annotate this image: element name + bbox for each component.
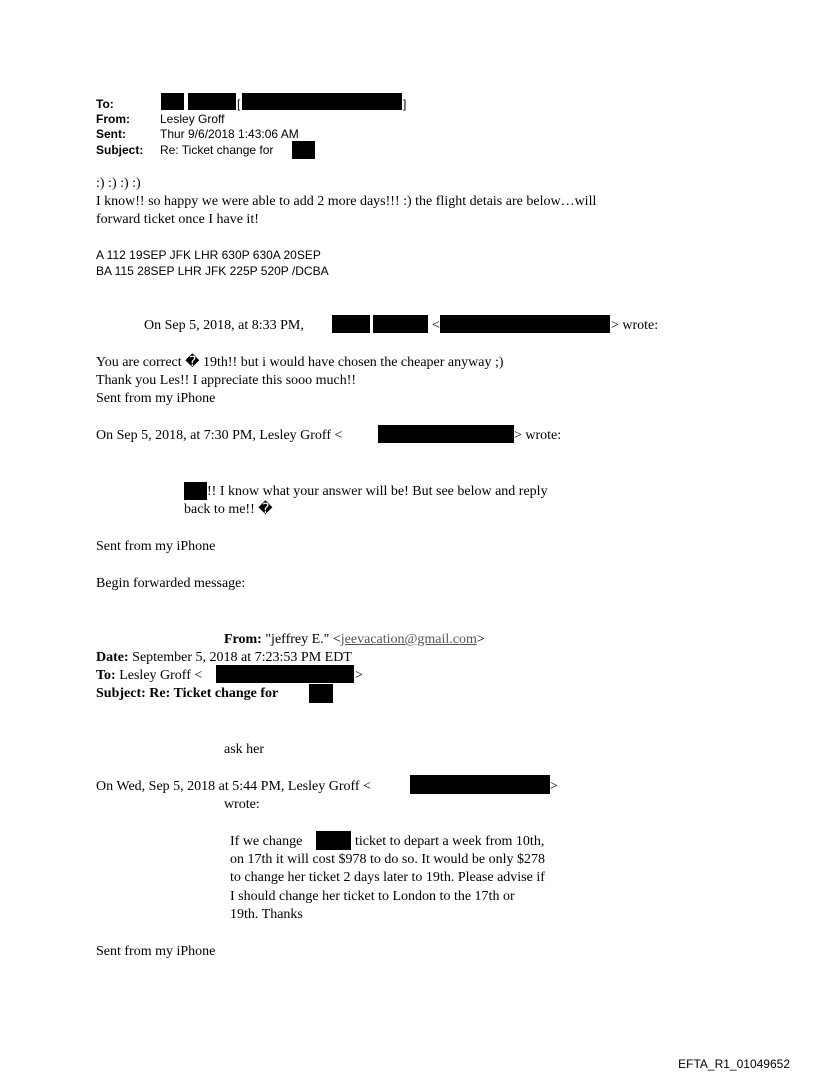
redaction-block bbox=[161, 93, 184, 110]
fwd-to-label: To: bbox=[96, 668, 116, 683]
fwd-to-row bbox=[96, 667, 202, 685]
redaction-block bbox=[378, 425, 514, 443]
fwd-from-name: "jeffrey E." < bbox=[265, 632, 341, 647]
quote-intro-lt: < bbox=[432, 318, 440, 333]
sent-from-iphone: Sent from my iPhone bbox=[96, 391, 216, 406]
redaction-block bbox=[440, 315, 610, 333]
sent-from-iphone: Sent from my iPhone bbox=[96, 539, 216, 554]
quote-line: If we change bbox=[230, 834, 303, 849]
sent-row bbox=[96, 127, 299, 142]
redaction-block bbox=[188, 93, 236, 110]
to-row bbox=[96, 97, 160, 112]
redaction-block bbox=[316, 831, 351, 850]
quote-line: !! I know what your answer will be! But see below and reply bbox=[207, 484, 548, 499]
to-label: To: bbox=[96, 97, 114, 111]
fwd-date-label: Date: bbox=[96, 650, 129, 665]
fwd-from-email-link[interactable]: jeevacation@gmail.com bbox=[340, 632, 477, 647]
from-label: From: bbox=[96, 112, 130, 126]
forwarded-intro: Begin forwarded message: bbox=[96, 576, 246, 591]
smileys-line: :) :) :) :) bbox=[96, 176, 141, 191]
quote-intro: On Sep 5, 2018, at 7:30 PM, Lesley Groff < bbox=[96, 428, 343, 443]
quote-line: You are correct � 19th!! but i would have chosen the cheaper anyway ;) bbox=[96, 355, 504, 370]
quote-line: 19th. Thanks bbox=[230, 907, 303, 922]
quote-line: back to me!! � bbox=[184, 502, 273, 517]
quote-intro-wrote: > wrote: bbox=[514, 428, 562, 443]
redaction-block bbox=[309, 684, 333, 703]
quote-line: Thank you Les!! I appreciate this sooo much!! bbox=[96, 373, 357, 388]
fwd-from-label: From: bbox=[224, 632, 262, 647]
quote-line: ticket to depart a week from 10th, bbox=[355, 834, 545, 849]
redaction-block bbox=[184, 482, 207, 500]
quote-wrote: wrote: bbox=[224, 797, 260, 812]
sent-from-iphone: Sent from my iPhone bbox=[96, 944, 216, 959]
redaction-block bbox=[410, 775, 550, 794]
quote-intro: On Wed, Sep 5, 2018 at 5:44 PM, Lesley Groff < bbox=[96, 779, 371, 794]
redaction-block bbox=[373, 315, 428, 333]
fwd-to-close: > bbox=[355, 668, 363, 683]
to-bracket-open: [ bbox=[237, 97, 241, 111]
fwd-from-close: > bbox=[476, 632, 485, 647]
redaction-block bbox=[242, 93, 402, 110]
fwd-date-value: September 5, 2018 at 7:23:53 PM EDT bbox=[132, 650, 352, 665]
flight-line: A 112 19SEP JFK LHR 630P 630A 20SEP bbox=[96, 248, 321, 262]
subject-value: Re: Ticket change for bbox=[160, 143, 274, 157]
from-row bbox=[96, 112, 224, 127]
fwd-subject: Subject: Re: Ticket change for bbox=[96, 686, 279, 701]
sent-label: Sent: bbox=[96, 127, 126, 141]
fwd-to-value: Lesley Groff < bbox=[119, 668, 203, 683]
document-id: EFTA_R1_01049652 bbox=[678, 1057, 790, 1071]
subject-label: Subject: bbox=[96, 143, 144, 157]
quote-line: on 17th it will cost $978 to do so. It would be only $278 bbox=[230, 852, 545, 867]
quote-line: to change her ticket 2 days later to 19th. Please advise if bbox=[230, 870, 545, 885]
reply-text: ask her bbox=[224, 742, 265, 757]
subject-row bbox=[96, 143, 273, 158]
redaction-block bbox=[292, 141, 315, 159]
fwd-from-row bbox=[224, 631, 485, 649]
quote-intro-wrote: > wrote: bbox=[611, 318, 659, 333]
body-line: forward ticket once I have it! bbox=[96, 212, 259, 227]
sent-value: Thur 9/6/2018 1:43:06 AM bbox=[160, 127, 299, 141]
quote-line: I should change her ticket to London to the 17th or bbox=[230, 889, 515, 904]
body-line: I know!! so happy we were able to add 2 more days!!! :) the flight detais are below…will bbox=[96, 194, 597, 209]
quote-intro: On Sep 5, 2018, at 8:33 PM, bbox=[144, 318, 304, 333]
redaction-block bbox=[216, 665, 354, 683]
to-bracket-close: ] bbox=[403, 97, 407, 111]
redaction-block bbox=[332, 315, 370, 333]
quote-intro-close: > bbox=[550, 779, 558, 794]
flight-line: BA 115 28SEP LHR JFK 225P 520P /DCBA bbox=[96, 264, 329, 278]
from-value: Lesley Groff bbox=[160, 112, 225, 126]
